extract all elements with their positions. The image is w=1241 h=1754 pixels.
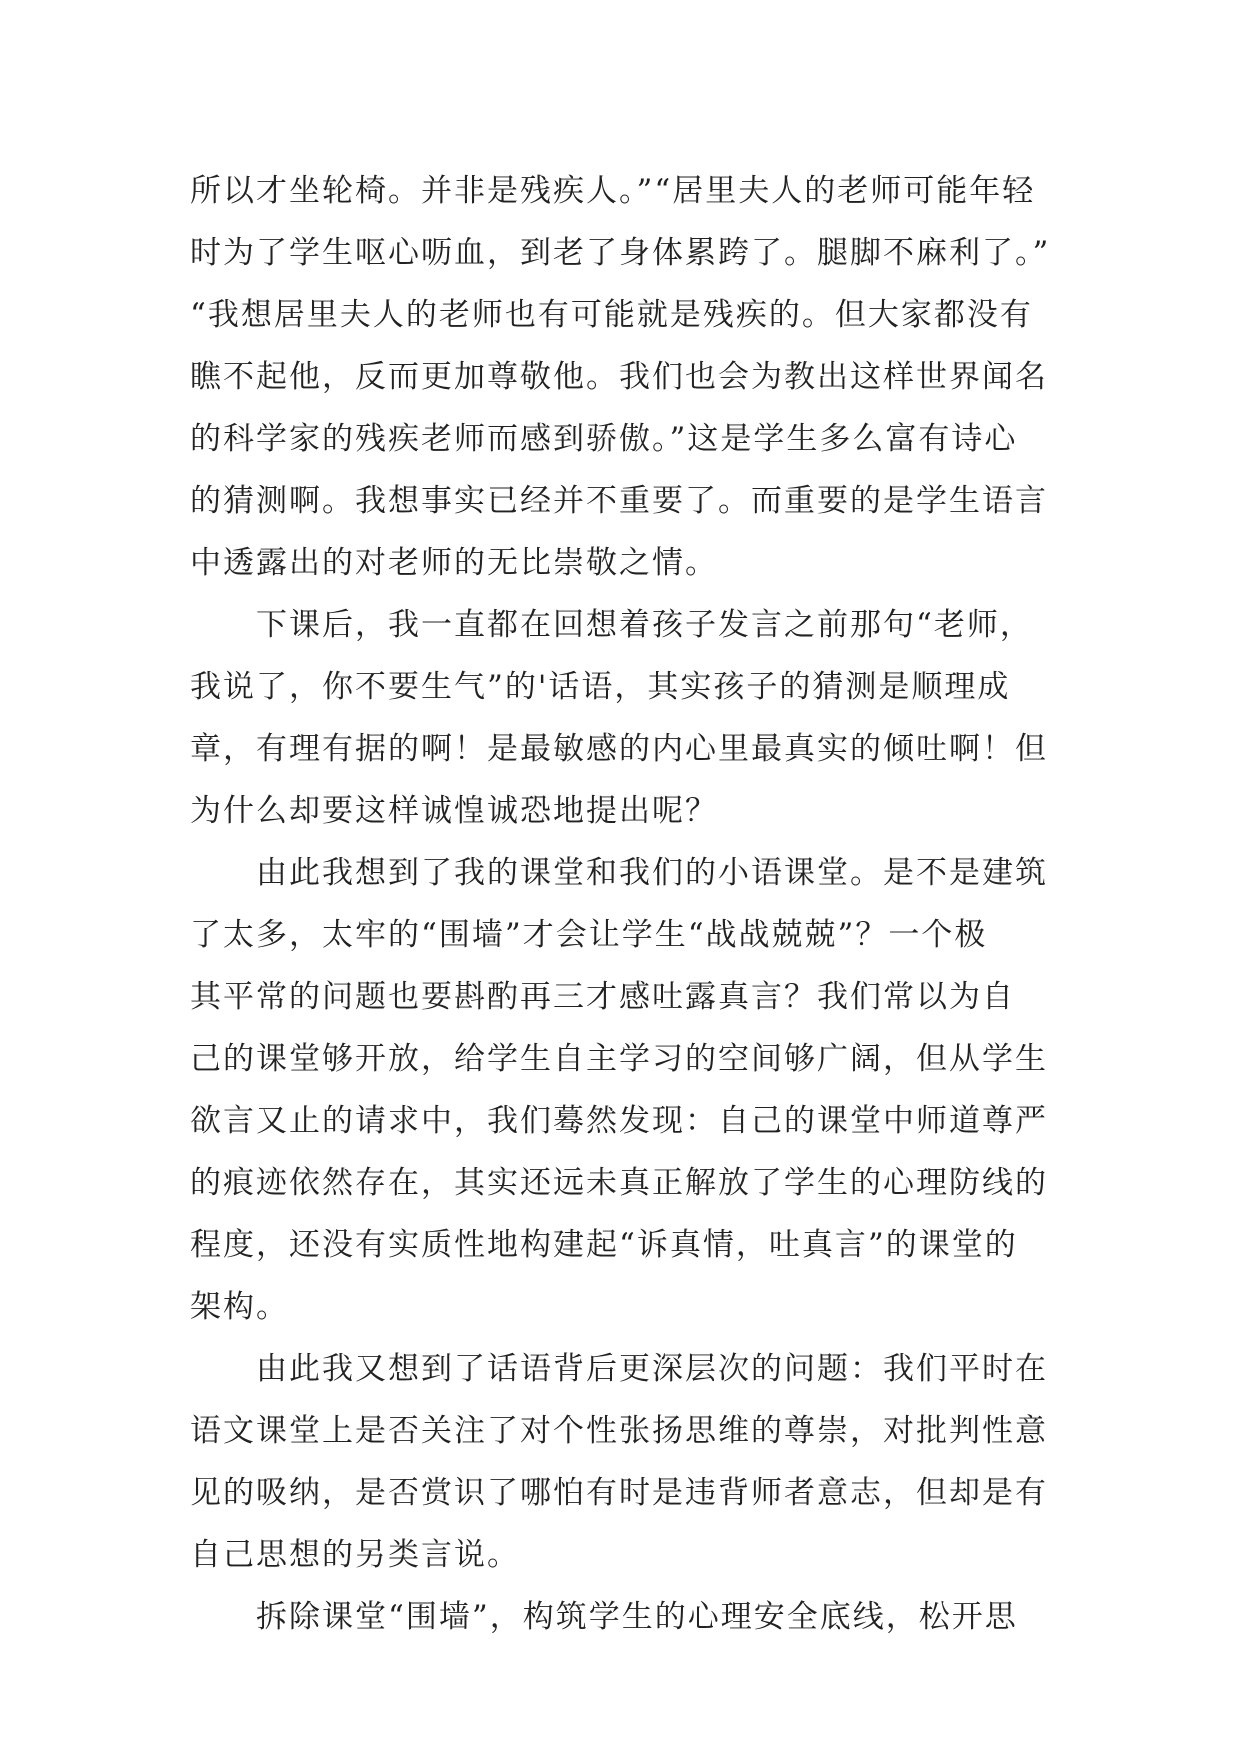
- text-line: 架构。: [190, 1289, 289, 1325]
- text-line: 我说了，你不要生气”的'话语，其实孩子的猜测是顺理成: [190, 669, 1011, 705]
- text-line: 的猜测啊。我想事实已经并不重要了。而重要的是学生语言: [190, 483, 1048, 519]
- paragraph-first-line: 下课后，我一直都在回想着孩子发言之前那句“老师，: [256, 607, 1033, 643]
- text-line: 见的吸纳，是否赏识了哪怕有时是违背师者意志，但却是有: [190, 1475, 1048, 1511]
- text-line: 章，有理有据的啊！是最敏感的内心里最真实的倾吐啊！但: [190, 731, 1048, 767]
- paragraph-first-line: 由此我又想到了话语背后更深层次的问题：我们平时在: [256, 1351, 1048, 1387]
- text-line: 己的课堂够开放，给学生自主学习的空间够广阔，但从学生: [190, 1041, 1048, 1077]
- text-line: 的痕迹依然存在，其实还远未真正解放了学生的心理防线的: [190, 1165, 1048, 1201]
- text-line: 欲言又止的请求中，我们蓦然发现：自己的课堂中师道尊严: [190, 1103, 1048, 1139]
- text-line: 所以才坐轮椅。并非是残疾人。”“居里夫人的老师可能年轻: [190, 173, 1036, 209]
- text-line: 中透露出的对老师的无比崇敬之情。: [190, 545, 718, 581]
- text-line: 瞧不起他，反而更加尊敬他。我们也会为教出这样世界闻名: [190, 359, 1048, 395]
- paragraph-first-line: 由此我想到了我的课堂和我们的小语课堂。是不是建筑: [256, 855, 1048, 891]
- body-text: [190, 160, 1070, 1648]
- paragraph-first-line: 拆除课堂“围墙”，构筑学生的心理安全底线，松开思: [256, 1599, 1018, 1635]
- text-line: “我想居里夫人的老师也有可能就是残疾的。但大家都没有: [190, 297, 1033, 333]
- text-line: 语文课堂上是否关注了对个性张扬思维的尊崇，对批判性意: [190, 1413, 1048, 1449]
- text-line: 程度，还没有实质性地构建起“诉真情，吐真言”的课堂的: [190, 1227, 1018, 1263]
- text-line: 了太多，太牢的“围墙”才会让学生“战战兢兢”？一个极: [190, 917, 988, 953]
- text-line: 的科学家的残疾老师而感到骄傲。”这是学生多么富有诗心: [190, 421, 1018, 457]
- text-line: 自己思想的另类言说。: [190, 1537, 520, 1573]
- text-line: 时为了学生呕心呖血，到老了身体累跨了。腿脚不麻利了。”: [190, 235, 1051, 271]
- text-line: 为什么却要这样诚惶诚恐地提出呢？: [190, 793, 718, 829]
- text-line: 其平常的问题也要斟酌再三才感吐露真言？我们常以为自: [190, 979, 1015, 1015]
